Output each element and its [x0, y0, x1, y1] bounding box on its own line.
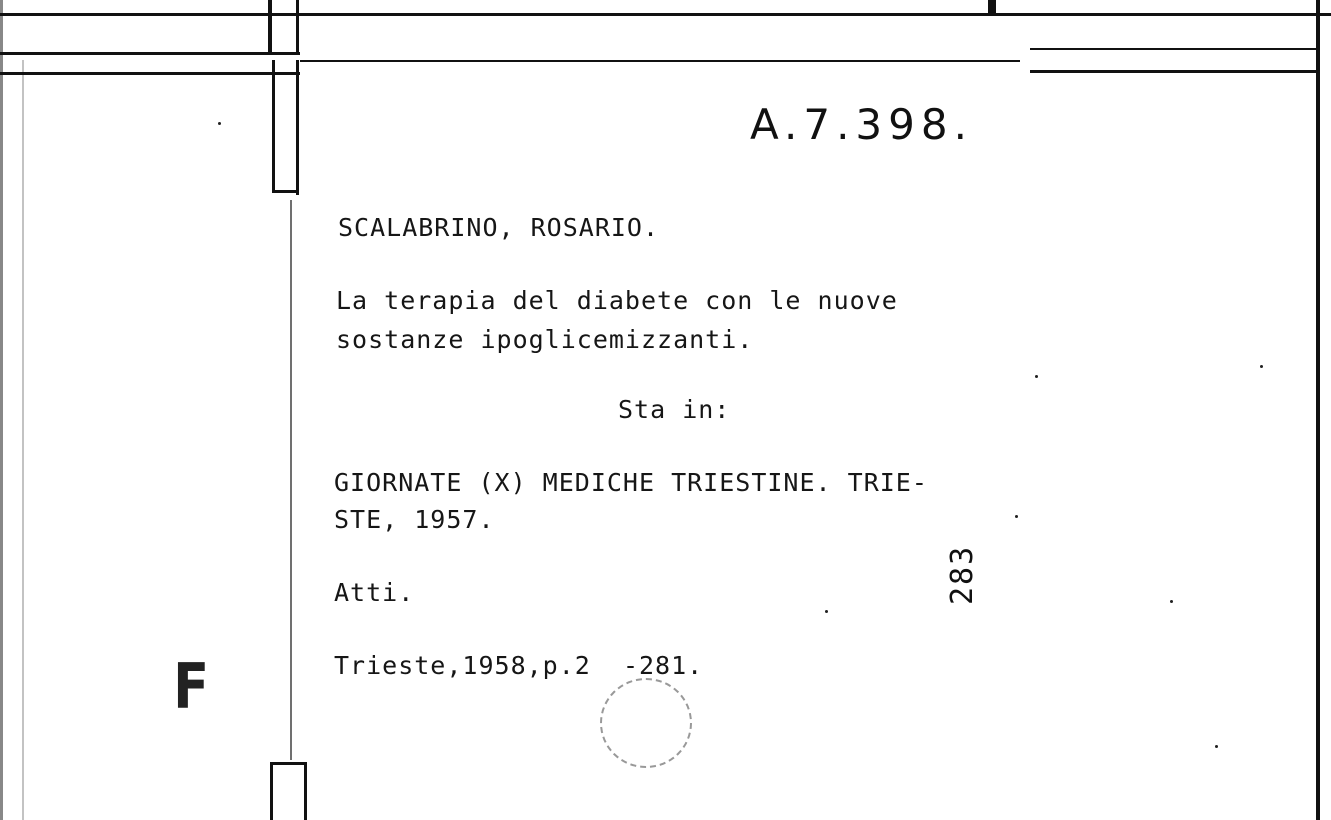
- stamp-letter: F: [173, 650, 210, 723]
- side-number: 283: [945, 544, 980, 605]
- left-vertical-post-2: [296, 60, 299, 195]
- card-right-edge: [1316, 0, 1320, 820]
- speck: [1170, 600, 1173, 603]
- card-top-edge: [300, 60, 1020, 62]
- shelf-mark: A.7.398.: [750, 100, 973, 149]
- in-label: Sta in:: [618, 395, 731, 424]
- bottom-post-left: [270, 765, 273, 820]
- imprint-end: -281.: [622, 651, 704, 680]
- card-left-rule: [290, 200, 292, 760]
- speck: [1035, 375, 1038, 378]
- left-scan-edge: [0, 0, 3, 820]
- post-base: [272, 190, 299, 193]
- right-tab-top-line: [1030, 48, 1320, 50]
- imprint-start: Trieste,1958,p.2: [334, 651, 591, 680]
- right-tab-bottom-line: [1030, 70, 1320, 73]
- top-edge-line: [0, 13, 1331, 16]
- speck: [218, 122, 221, 125]
- proceedings-note: Atti.: [334, 578, 415, 607]
- speck: [1015, 515, 1018, 518]
- left-tab-bottom-line: [0, 72, 300, 75]
- title-line-1: La terapia del diabete con le nuove: [336, 286, 898, 315]
- source-line-1: GIORNATE (X) MEDICHE TRIESTINE. TRIE-: [334, 468, 928, 497]
- left-post-top: [268, 0, 272, 55]
- bottom-post-right: [304, 765, 307, 820]
- title-line-2: sostanze ipoglicemizzanti.: [336, 325, 754, 354]
- bottom-post-top: [270, 762, 307, 765]
- speck: [1260, 365, 1263, 368]
- speck: [825, 610, 828, 613]
- speck: [1215, 745, 1218, 748]
- left-vertical-post: [272, 60, 275, 190]
- left-tab-top-line: [0, 52, 300, 55]
- punch-hole: [600, 678, 692, 768]
- left-scan-edge-2: [22, 60, 24, 820]
- right-post-top: [988, 0, 996, 14]
- left-post-top-2: [296, 0, 299, 55]
- source-line-2: STE, 1957.: [334, 505, 495, 534]
- author-heading: SCALABRINO, ROSARIO.: [338, 213, 660, 242]
